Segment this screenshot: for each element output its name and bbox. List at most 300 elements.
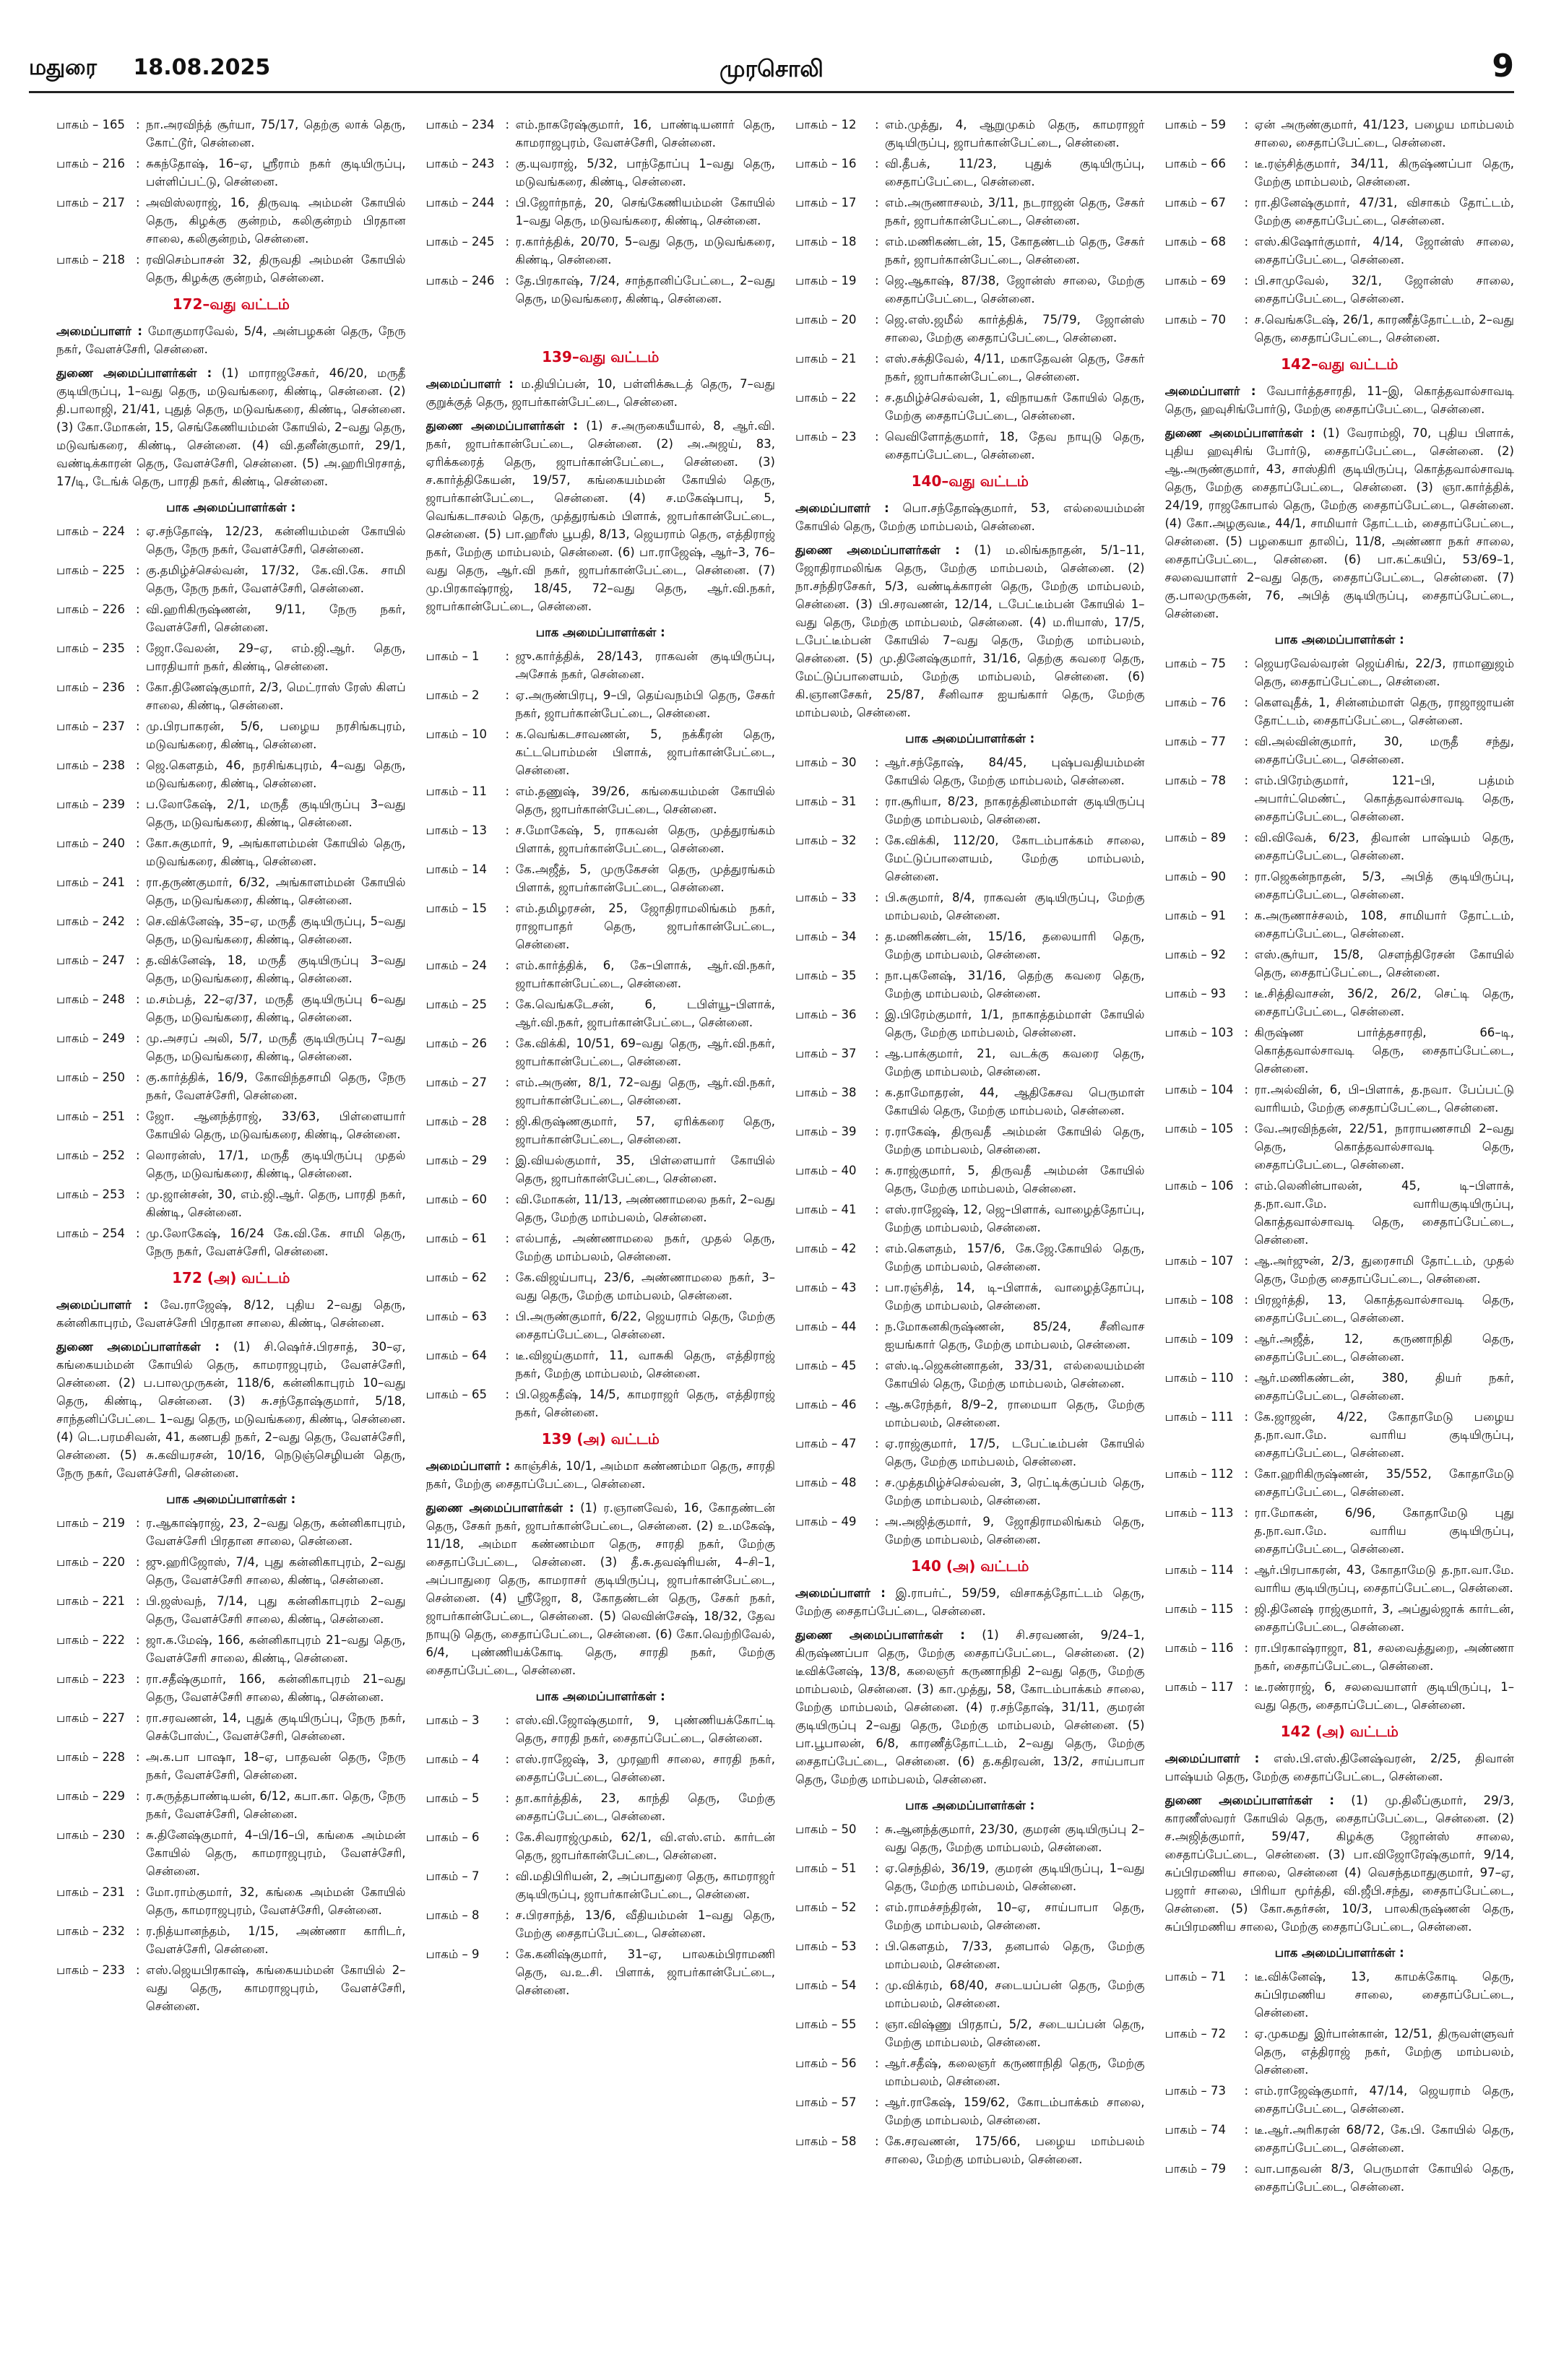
separator-colon: : — [1244, 1254, 1249, 1268]
polling-part-entry — [795, 233, 1145, 269]
part-number: பாகம் – 220 — [56, 1555, 125, 1569]
polling-part-entry — [1165, 1504, 1515, 1558]
part-number: பாகம் – 55 — [795, 2017, 857, 2031]
role-details: (1) சி.சரவணன், 9/24–1, கிருஷ்ணப்பா தெரு, மேற்கு சைதாப்பேட்டை, சென்னை. (2) டீவிக்னேஷ், 13/8, கலைஞர் கருணாநிதி 2–வது தெரு, மேற்கு மாம்பலம், சென்னை. (3) கா.முத்து, 58, கோடம்பாக்கம் சாலை, மேற்கு மாம்பலம், சென்னை. (4) ர.சந்தோஷ், 31/11, குமரன் குடியிருப்பு 2–வது தெரு, மேற்கு மாம்பலம், சென்னை. (5) பா.பூபாலன், 6/8, காரணீத்தோட்டம், 2–வது தெரு, மேற்கு சைதாப்பேட்டை, சென்னை. (6) த.கதிரவன், 13/2, சாய்பாபா தெரு, மேற்கு மாம்பலம், சென்னை. — [795, 1628, 1145, 1786]
part-number: பாகம் – 116 — [1164, 1641, 1234, 1655]
part-number: பாகம் – 37 — [795, 1047, 857, 1060]
separator-colon: : — [1244, 1179, 1249, 1193]
member-details: வி.விவேக், 6/23, திவான் பாஷ்யம் தெரு, சைதாப்பேட்டை, சென்னை. — [1254, 831, 1514, 862]
ward-heading: 140–வது வட்டம் — [911, 472, 1029, 490]
member-details: பி.கௌதம், 7/33, தனபால் தெரு, மேற்கு மாம்பலம், சென்னை. — [885, 1939, 1145, 1971]
polling-part-entry — [795, 1976, 1145, 2012]
polling-part-entry — [795, 831, 1145, 886]
member-details: தா.கார்த்திக், 23, காந்தி தெரு, மேற்கு சைதாப்பேட்டை, சென்னை. — [515, 1791, 775, 1823]
polling-part-entry — [1165, 732, 1515, 769]
polling-part-entry — [56, 873, 406, 909]
polling-part-entry — [426, 1034, 776, 1070]
separator-colon: : — [875, 969, 879, 982]
part-number: பாகம் – 46 — [795, 1398, 857, 1411]
separator-colon: : — [505, 1349, 510, 1362]
separator-colon: : — [136, 1031, 140, 1045]
member-details: ரா.சூரியா, 8/23, நாகரத்தினம்மாள் குடியிருப்பு மேற்கு மாம்பலம், சென்னை. — [885, 795, 1145, 826]
polling-part-entry — [1165, 1291, 1515, 1327]
separator-colon: : — [1244, 196, 1249, 209]
part-number: பாகம் – 42 — [795, 1242, 857, 1255]
member-details: கு.தமிழ்ச்செல்வன், 17/32, கே.வி.கே. சாமி தெரு, நேரு நகர், வேளச்சேரி, சென்னை. — [146, 563, 406, 595]
role-details: பொ.சந்தோஷ்குமார், 53, எல்லையம்மன் கோயில் தெரு, மேற்கு மாம்பலம், சென்னை. — [795, 501, 1145, 533]
separator-colon: : — [875, 2017, 879, 2031]
separator-colon: : — [505, 1037, 510, 1050]
separator-colon: : — [505, 1154, 510, 1167]
polling-part-entry — [426, 1945, 776, 1999]
member-details: கே.அஜீத், 5, முருகேசன் தெரு, முத்துரங்கம் பிளாக், ஜாபர்கான்பேட்டை, சென்னை. — [515, 862, 775, 894]
member-details: பி.சாமுவேல், 32/1, ஜோன்ஸ் சாலை, சைதாப்பேட்டை, சென்னை. — [1254, 274, 1514, 306]
polling-part-entry — [795, 1356, 1145, 1393]
separator-colon: : — [1244, 1371, 1249, 1385]
member-details: வி.மோகன், 11/13, அண்ணாமலை நகர், 2–வது தெரு, மேற்கு மாம்பலம், சென்னை. — [515, 1193, 775, 1224]
polling-part-entry — [56, 600, 406, 636]
polling-part-entry — [426, 956, 776, 992]
member-details: சு.ராஜ்குமார், 5, திருவதீ அம்மன் கோயில் தெரு, மேற்கு மாம்பலம், சென்னை. — [885, 1164, 1145, 1195]
member-details: அ.க.பா பாஷா, 18–ஏ, பாதவன் தெரு, நேரு நகர், வேளச்சேரி, சென்னை. — [146, 1750, 406, 1782]
separator-colon: : — [136, 953, 140, 967]
part-number: பாகம் – 219 — [56, 1516, 125, 1530]
polling-part-entry — [795, 1898, 1145, 1934]
separator-colon: : — [505, 1752, 510, 1766]
polling-part-entry — [795, 1161, 1145, 1198]
polling-part-entry — [795, 2132, 1145, 2168]
part-number: பாகம் – 47 — [795, 1437, 857, 1450]
part-number: பாகம் – 112 — [1164, 1467, 1234, 1481]
part-number: பாகம் – 24 — [425, 959, 487, 972]
part-number: பாகம் – 78 — [1164, 774, 1226, 787]
part-number: பாகம் – 91 — [1164, 909, 1226, 922]
member-details: சு.ஆனந்த்குமார், 23/30, குமரன் குடியிருப்பு 2–வது தெரு, மேற்கு மாம்பலம், சென்னை. — [885, 1822, 1145, 1854]
part-number: பாகம் – 216 — [56, 157, 125, 170]
member-details: பி.ஜெகதீஷ், 14/5, காமராஜர் தெரு, எத்திராஜ் நகர், சென்னை. — [515, 1388, 775, 1419]
separator-colon: : — [136, 157, 140, 170]
section-subheading: பாக அமைப்பாளர்கள் : — [1274, 633, 1404, 646]
member-details: கோ.ஹரிகிருஷ்ணன், 35/552, கோதாமேடு சைதாப்பேட்டை, சென்னை. — [1254, 1467, 1514, 1499]
polling-part-entry — [56, 522, 406, 558]
member-details: கு.யுவராஜ், 5/32, பாந்தோப்பு 1–வது தெரு, மடுவங்கரை, கிண்டி, சென்னை. — [515, 157, 775, 189]
part-number: பாகம் – 9 — [425, 1947, 480, 1961]
separator-colon: : — [875, 930, 879, 943]
member-details: எம்.தணுஷ், 39/26, கங்கையம்மன் கோயில் தெரு, ஜாபர்கான்பேட்டை, சென்னை. — [515, 784, 775, 816]
part-number: பாகம் – 45 — [795, 1359, 857, 1372]
part-number: பாகம் – 232 — [56, 1924, 125, 1938]
member-details: ந.மோகனகிருஷ்ணன், 85/24, சீனிவாச ஐயங்கார் தெரு, மேற்கு மாம்பலம், சென்னை. — [885, 1320, 1145, 1351]
part-number: பாகம் – 31 — [795, 795, 857, 808]
part-number: பாகம் – 57 — [795, 2095, 857, 2109]
member-details: ஆர்.சந்தோஷ், 84/45, புஷ்பவதியம்மன் கோயில் தெரு, மேற்கு மாம்பலம், சென்னை. — [885, 756, 1145, 787]
member-details: பா.ரஞ்சித், 14, டி–பிளாக், வாழைத்தோப்பு, மேற்கு மாம்பலம், சென்னை. — [885, 1281, 1145, 1312]
office-bearer-paragraph — [426, 375, 776, 411]
polling-part-entry — [1165, 906, 1515, 943]
polling-part-entry — [795, 1200, 1145, 1237]
separator-colon: : — [136, 992, 140, 1006]
part-number: பாகம் – 34 — [795, 930, 857, 943]
part-number: பாகம் – 44 — [795, 1320, 857, 1333]
member-details: ரா.ஜெகன்நாதன், 5/3, அபித் குடியிருப்பு, சைதாப்பேட்டை, சென்னை. — [1254, 870, 1514, 901]
member-details: எம்.ராஜேஷ்குமார், 47/14, ஜெயராம் தெரு, சைதாப்பேட்டை, சென்னை. — [1254, 2084, 1514, 2116]
member-details: லொரன்ஸ், 17/1, மருதீ குடியிருப்பு முதல் தெரு, மடுவங்கரை, கிண்டி, சென்னை. — [146, 1148, 406, 1180]
polling-part-entry — [56, 1029, 406, 1065]
separator-colon: : — [505, 1908, 510, 1922]
part-number: பாகம் – 58 — [795, 2134, 857, 2148]
separator-colon: : — [1244, 1467, 1249, 1481]
role-details: (1) சி.ஷெர்ச்.பிரசாத், 30–ஏ, கங்கையம்மன் கோயில் தெரு, காமராஜபுரம், வேளச்சேரி, சென்னை. (2) ப.பாலமுருகன், 118/6, கன்னிகாபுரம் 10–வது தெரு, கிண்டி, சென்னை. (3) சு.சந்தோஷ்குமார், 5/18, சாந்தனிப்பேட்டை 1–வது தெரு, மடுவங்கரை, கிண்டி, சென்னை. (4) டெ.பரமசிவன், 41, கணபதி நகர், 2–வது தெரு, வேளச்சேரி, சென்னை. (5) சு.கவியரசன், 10/16, நெடுஞ்செழியன் தெரு, நேரு நகர், வேளச்சேரி, சென்னை. — [56, 1340, 406, 1480]
polling-part-entry — [795, 1937, 1145, 1973]
separator-colon: : — [875, 1320, 879, 1333]
separator-colon: : — [1244, 2123, 1249, 2137]
polling-part-entry — [1165, 1408, 1515, 1462]
member-details: ரா.சதீஷ்குமார், 166, கன்னிகாபுரம் 21–வது தெரு, வேளச்சேரி சாலை, கிண்டி, சென்னை. — [146, 1672, 406, 1704]
polling-part-entry — [426, 1828, 776, 1864]
role-label: துணை அமைப்பாளர்கள் : — [795, 1628, 965, 1642]
part-number: பாகம் – 105 — [1164, 1122, 1234, 1135]
separator-colon: : — [505, 1076, 510, 1089]
polling-part-entry — [56, 1787, 406, 1823]
part-number: பாகம் – 111 — [1164, 1410, 1234, 1424]
separator-colon: : — [505, 1271, 510, 1284]
member-details: ஜா.க.மேஷ், 166, கன்னிகாபுரம் 21–வது தெரு, வேளச்சேரி சாலை, கிண்டி, சென்னை. — [146, 1633, 406, 1665]
member-details: எம்.லெனின்பாலன், 45, டி–பிளாக், த.நா.வா.மே. வாரியகுடியிருப்பு, கொத்தவால்சாவடி தெரு, சைதாப்பேட்டை, சென்னை. — [1254, 1179, 1514, 1247]
member-details: எஸ்.சக்திவேல், 4/11, மகாதேவன் தெரு, சேகர் நகர், ஜாபர்கான்பேட்டை, சென்னை. — [885, 352, 1145, 384]
member-details: இ.வியல்குமார், 35, பிள்ளையார் கோயில் தெரு, ஜாபர்கான்பேட்டை, சென்னை. — [515, 1154, 775, 1185]
part-number: பாகம் – 69 — [1164, 274, 1226, 287]
separator-colon: : — [136, 563, 140, 577]
separator-colon: : — [875, 1978, 879, 1992]
polling-part-entry — [1165, 2160, 1515, 2196]
separator-colon: : — [136, 1924, 140, 1938]
part-number: பாகம் – 32 — [795, 834, 857, 847]
part-number: பாகம் – 33 — [795, 891, 857, 904]
polling-part-entry — [56, 1068, 406, 1104]
part-number: பாகம் – 228 — [56, 1750, 125, 1764]
separator-colon: : — [1244, 2027, 1249, 2041]
part-number: பாகம் – 79 — [1164, 2162, 1226, 2176]
part-number: பாகம் – 250 — [56, 1070, 125, 1084]
polling-part-entry — [426, 647, 776, 683]
member-details: ச.மோகேஷ், 5, ராகவன் தெரு, முத்துரங்கம் பிளாக், ஜாபர்கான்பேட்டை, சென்னை. — [515, 823, 775, 855]
part-number: பாகம் – 241 — [56, 875, 125, 889]
role-label: அமைப்பாளர் : — [56, 1298, 149, 1312]
part-number: பாகம் – 114 — [1164, 1563, 1234, 1577]
section-subheading: பாக அமைப்பாளர்கள் : — [535, 1689, 665, 1703]
polling-part-entry — [426, 194, 776, 230]
member-details: மு.பிரபாகரன், 5/6, பழைய நரசிங்கபுரம், மடுவங்கரை, கிண்டி, சென்னை. — [146, 719, 406, 751]
part-number: பாகம் – 23 — [795, 430, 857, 443]
part-number: பாகம் – 227 — [56, 1711, 125, 1725]
separator-colon: : — [136, 836, 140, 850]
separator-colon: : — [136, 1594, 140, 1608]
member-details: பி.ஜோர்நாத், 20, செங்கேணியம்மன் கோயில் 1–வது தெரு, மடுவங்கரை, கிண்டி, சென்னை. — [515, 196, 775, 228]
polling-part-entry — [1165, 1968, 1515, 2022]
role-label: துணை அமைப்பாளர்கள் : — [425, 1501, 574, 1515]
polling-part-entry — [795, 350, 1145, 386]
separator-colon: : — [505, 1947, 510, 1961]
polling-part-entry — [795, 1820, 1145, 1856]
member-details: ச.வெங்கடேஷ், 26/1, காரணீத்தோட்டம், 2–வது தெரு, சைதாப்பேட்டை, சென்னை. — [1254, 313, 1514, 345]
member-details: எம்.கௌதம், 157/6, கே.ஜே.கோயில் தெரு, மேற்கு மாம்பலம், சென்னை. — [885, 1242, 1145, 1273]
polling-part-entry — [795, 1435, 1145, 1471]
part-number: பாகம் – 8 — [425, 1908, 480, 1922]
separator-colon: : — [136, 1789, 140, 1803]
role-label: அமைப்பாளர் : — [425, 1459, 511, 1473]
page-number: 9 — [1492, 48, 1514, 85]
separator-colon: : — [505, 196, 510, 209]
part-number: பாகம் – 14 — [425, 862, 487, 876]
part-number: பாகம் – 39 — [795, 1125, 857, 1138]
separator-colon: : — [136, 1516, 140, 1530]
polling-part-entry — [1165, 1120, 1515, 1174]
polling-part-entry — [426, 1789, 776, 1825]
part-number: பாகம் – 92 — [1164, 948, 1226, 961]
polling-part-entry — [795, 1513, 1145, 1549]
member-details: ஆர்.பிரபாகரன், 43, கோதாமேடு த.நா.வா.மே. வாரிய குடியிருப்பு, சைதாப்பேட்டை, சென்னை. — [1254, 1563, 1514, 1595]
polling-part-entry — [56, 912, 406, 948]
separator-colon: : — [1244, 987, 1249, 1000]
member-details: எஸ்.டி.ஜெகன்னாதன், 33/31, எல்லையம்மன் கோயில் தெரு, மேற்கு மாம்பலம், சென்னை. — [885, 1359, 1145, 1390]
member-details: மு.லோகேஷ், 16/24 கே.வி.கே. சாமி தெரு, நேரு நகர், வேளச்சேரி, சென்னை. — [146, 1226, 406, 1258]
polling-part-entry — [1165, 1252, 1515, 1288]
polling-part-entry — [795, 2054, 1145, 2090]
part-number: பாகம் – 36 — [795, 1008, 857, 1021]
separator-colon: : — [1244, 1506, 1249, 1520]
separator-colon: : — [875, 1861, 879, 1875]
member-details: டீ.ரண்ராஜ், 6, சலவையாளர் குடியிருப்பு, 1–வது தெரு, சைதாப்பேட்டை, சென்னை. — [1254, 1680, 1514, 1712]
section-subheading: பாக அமைப்பாளர்கள் : — [905, 732, 1035, 745]
column-4 — [1165, 116, 1515, 2366]
office-bearer-paragraph — [426, 1499, 776, 1679]
separator-colon: : — [136, 1187, 140, 1201]
separator-colon: : — [136, 1828, 140, 1842]
member-details: ஏன் அருண்குமார், 41/123, பழைய மாம்பலம் சாலை, சைதாப்பேட்டை, சென்னை. — [1254, 118, 1514, 150]
separator-colon: : — [136, 1633, 140, 1647]
part-number: பாகம் – 17 — [795, 196, 857, 209]
role-label: அமைப்பாளர் : — [56, 324, 142, 338]
polling-part-entry — [426, 1190, 776, 1226]
section-subheading: பாக அமைப்பாளர்கள் : — [905, 1799, 1035, 1812]
polling-part-entry — [56, 1146, 406, 1182]
polling-part-entry — [1165, 2082, 1515, 2118]
part-number: பாகம் – 2 — [425, 688, 480, 702]
member-details: செ.விக்னேஷ், 35–ஏ, மருதீ குடியிருப்பு, 5–வது தெரு, மடுவங்கரை, கிண்டி, சென்னை. — [146, 914, 406, 946]
polling-part-entry — [56, 795, 406, 831]
polling-part-entry — [426, 1385, 776, 1421]
ward-heading: 139–வது வட்டம் — [542, 348, 660, 365]
separator-colon: : — [1244, 2162, 1249, 2176]
polling-part-entry — [1165, 2121, 1515, 2157]
separator-colon: : — [505, 998, 510, 1011]
member-details: கிருஷ்ண பார்த்தசாரதி, 66–டி, கொத்தவால்சாவடி தெரு, சைதாப்பேட்டை, சென்னை. — [1254, 1026, 1514, 1076]
polling-part-entry — [426, 1750, 776, 1786]
polling-part-entry — [1165, 1561, 1515, 1597]
role-label: துணை அமைப்பாளர்கள் : — [425, 419, 578, 433]
separator-colon: : — [1244, 657, 1249, 670]
separator-colon: : — [875, 756, 879, 769]
column-2 — [426, 116, 776, 2366]
polling-part-entry — [426, 1268, 776, 1304]
member-details: எம்.முத்து, 4, ஆறுமுகம் தெரு, காமராஜர் குடியிருப்பு, ஜாபர்கான்பேட்டை, சென்னை. — [885, 118, 1145, 150]
member-details: ஜெ.கௌதம், 46, நரசிங்கபுரம், 4–வது தெரு, மடுவங்கரை, கிண்டி, சென்னை. — [146, 758, 406, 790]
role-details: (1) ர.ஞானவேல், 16, கோதண்டன் தெரு, சேகர் நகர், ஜாபர்கான்பேட்டை, சென்னை. (2) உ.மகேஷ், 11/18, அம்மா கண்ணம்மா தெரு, சாரதி நகர், மேற்கு சைதாப்பேட்டை, சென்னை. (3) தீ.சு.தவஷ்ரியன், 4–சி–1, அப்பாதுரை தெரு, காமராசர் குடியிருப்பு, ஜாபர்கான்பேட்டை, சென்னை. (4) ஸ்ரீஜோ, 8, கோதண்டன் தெரு, சேகர் நகர், ஜாபர்கான்பேட்டை, சென்னை. (5) லெவின்சேஷ், 18/32, தேவ நாயுடு தெரு, சைதாப்பேட்டை, சென்னை. (6) கோ.வெற்றிவேல், 6/4, புண்ணியக்கோடி தெரு, சாரதி நகர், மேற்கு சைதாப்பேட்டை, சென்னை. — [425, 1501, 775, 1677]
part-number: பாகம் – 52 — [795, 1900, 857, 1914]
role-label: துணை அமைப்பாளர்கள் : — [56, 366, 212, 380]
member-details: ரா.அல்வின், 6, பி–பிளாக், த.நவா. பேப்பட்டு வாரியம், மேற்கு சைதாப்பேட்டை, சென்னை. — [1254, 1083, 1514, 1115]
role-details: (1) மு.திலீப்குமார், 29/3, காரணீஸ்வரர் கோயில் தெரு, சைதாப்பேட்டை, சென்னை. (2) ச.அஜித்குமார், 59/47, கிழக்கு ஜோன்ஸ் சாலை, சைதாப்பேட்டை, சென்னை. (3) பா.விஜோரேஷ்குமார், 9/14, சுப்பிரமணிய சாலை, சென்னை (4) வெசந்தமாதுகுமார், 97–ஏ, பஜார் சாலை, பிரியா மூர்த்தி, வி.ஜீபி.சந்து, சைதாப்பேட்டை, சென்னை. (5) கோ.சுதர்சன், 10/3, பாலகிருஷ்ணன் தெரு, சுப்பிரமணிய சாலை, மேற்கு சைதாப்பேட்டை, சென்னை. — [1164, 1793, 1514, 1934]
member-details: எம்.மணிகண்டன், 15, கோதண்டம் தெரு, சேகர் நகர், ஜாபர்கான்பேட்டை, சென்னை. — [885, 235, 1145, 267]
member-details: கே.விஜய்பாபு, 23/6, அண்ணாமலை நகர், 3–வது தெரு, மேற்கு மாம்பலம், சென்னை. — [515, 1271, 775, 1302]
polling-part-entry — [795, 1278, 1145, 1315]
part-number: பாகம் – 38 — [795, 1086, 857, 1099]
separator-colon: : — [505, 1869, 510, 1883]
part-number: பாகம் – 222 — [56, 1633, 125, 1647]
member-details: எம்.நாகரேஷ்குமார், 16, பாண்டியனார் தெரு, காமராஜபுரம், வேளச்சேரி, சென்னை. — [515, 118, 775, 150]
member-details: ஆ.பாக்குமார், 21, வடக்கு கவரை தெரு, மேற்கு மாம்பலம், சென்னை. — [885, 1047, 1145, 1078]
polling-part-entry — [56, 1107, 406, 1143]
role-label: அமைப்பாளர் : — [1164, 384, 1256, 398]
member-details: ர.சுருத்தபாண்டியன், 6/12, கபா.கா. தெரு, நேரு நகர், வேளச்சேரி, சென்னை. — [146, 1789, 406, 1821]
member-details: ஆர்.மணிகண்டன், 380, தியர் நகர், சைதாப்பேட்டை, சென்னை. — [1254, 1371, 1514, 1403]
part-number: பாகம் – 106 — [1164, 1179, 1234, 1193]
member-details: வி.தீபக், 11/23, புதுக் குடியிருப்பு, சைதாப்பேட்டை, சென்னை. — [885, 157, 1145, 189]
member-details: வி.அல்வின்குமார், 30, மருதீ சந்து, சைதாப்பேட்டை, சென்னை. — [1254, 735, 1514, 766]
separator-colon: : — [875, 2056, 879, 2070]
part-number: பாகம் – 240 — [56, 836, 125, 850]
member-details: சு.தினேஷ்குமார், 4–பி/16–பி, கங்கை அம்மன் கோயில் தெரு, காமராஜபுரம், வேளச்சேரி, சென்னை. — [146, 1828, 406, 1878]
separator-colon: : — [875, 1822, 879, 1836]
member-details: மு.அசரப் அலி, 5/7, மருதீ குடியிருப்பு 7–வது தெரு, மடுவங்கரை, கிண்டி, சென்னை. — [146, 1031, 406, 1063]
polling-part-entry — [426, 1229, 776, 1265]
separator-colon: : — [505, 727, 510, 741]
polling-part-entry — [426, 155, 776, 191]
separator-colon: : — [875, 1242, 879, 1255]
part-number: பாகம் – 229 — [56, 1789, 125, 1803]
member-details: கே.சிவராஜ்முகம், 62/1, வி.எஸ்.எம். கார்டன் தெரு, ஜாபர்கான்பேட்டை, சென்னை. — [515, 1830, 775, 1862]
polling-part-entry — [795, 1317, 1145, 1354]
part-number: பாகம் – 3 — [425, 1713, 480, 1727]
part-number: பாகம் – 231 — [56, 1885, 125, 1899]
member-details: எஸ்.ராஜேஷ், 12, ஜெ–பிளாக், வாழைத்தோப்பு, மேற்கு மாம்பலம், சென்னை. — [885, 1203, 1145, 1234]
separator-colon: : — [505, 1713, 510, 1727]
member-details: எம்.அருணாசலம், 3/11, நடராஜன் தெரு, சேகர் நகர், ஜாபர்கான்பேட்டை, சென்னை. — [885, 196, 1145, 228]
part-number: பாகம் – 48 — [795, 1476, 857, 1489]
part-number: பாகம் – 51 — [795, 1861, 857, 1875]
role-label: துணை அமைப்பாளர்கள் : — [56, 1340, 220, 1354]
part-number: பாகம் – 107 — [1164, 1254, 1234, 1268]
polling-part-entry — [56, 1553, 406, 1589]
part-number: பாகம் – 1 — [425, 649, 480, 663]
separator-colon: : — [505, 274, 510, 287]
section-subheading: பாக அமைப்பாளர்கள் : — [166, 501, 296, 514]
member-details: ஜு.ஹரிஜோஸ், 7/4, புது கன்னிகாபுரம், 2–வது தெரு, வேளச்சேரி சாலை, கிண்டி, சென்னை. — [146, 1555, 406, 1587]
office-bearer-paragraph — [1165, 382, 1515, 418]
role-details: (1) மாராஜசேகர், 46/20, மருதீ குடியிருப்பு, 1–வது தெரு, மடுவங்கரை, கிண்டி, சென்னை. (2) தி.பாலாஜி, 21/41, புதுத் தெரு, மடுவங்கரை, கிண்டி, சென்னை. (3) கோ.மோகன், 15, செங்கேணியம்மன் கோயில், 2–வது தெரு, மடுவங்கரை, கிண்டி, சென்னை. (4) வி.தனீன்குமார், 29/1, வண்டிக்காரன் தெரு, வேளச்சேரி, சென்னை. (5) அ.ஹரிபிரசாத், 17/டி, டேங்க் தெரு, பாரதி நகர், கிண்டி, சென்னை. — [56, 366, 406, 488]
polling-part-entry — [56, 990, 406, 1026]
polling-part-entry — [56, 756, 406, 792]
member-details: ம.சம்பத், 22–ஏ/37, மருதீ குடியிருப்பு 6–வது தெரு, மடுவங்கரை, கிண்டி, சென்னை. — [146, 992, 406, 1024]
polling-part-entry — [1165, 1369, 1515, 1405]
member-details: எஸ்.ஜெயபிரகாஷ், கங்கையம்மன் கோயில் 2–வது தெரு, காமராஜபுரம், வேளச்சேரி, சென்னை. — [146, 1963, 406, 2013]
separator-colon: : — [136, 641, 140, 655]
separator-colon: : — [136, 914, 140, 928]
separator-colon: : — [505, 1830, 510, 1844]
member-details: டீ.ரஞ்சித்குமார், 34/11, கிருஷ்ணப்பா தெரு, மேற்கு மாம்பலம், சென்னை. — [1254, 157, 1514, 189]
separator-colon: : — [1244, 1680, 1249, 1694]
member-details: டீ.ஆர்.அரிகரன் 68/72, கே.பி. கோயில் தெரு, சைதாப்பேட்டை, சென்னை. — [1254, 2123, 1514, 2155]
part-number: பாகம் – 109 — [1164, 1332, 1234, 1346]
role-label: துணை அமைப்பாளர்கள் : — [1164, 426, 1315, 440]
article-columns — [56, 116, 1514, 2366]
separator-colon: : — [505, 688, 510, 702]
separator-colon: : — [505, 823, 510, 837]
polling-part-entry — [1165, 311, 1515, 347]
part-number: பாகம் – 25 — [425, 998, 487, 1011]
part-number: பாகம் – 53 — [795, 1939, 857, 1953]
polling-part-entry — [426, 1307, 776, 1343]
separator-colon: : — [505, 784, 510, 798]
member-details: கே.கனிஷ்குமார், 31–ஏ, பாலகம்பிராமணி தெரு, வ.உ.சி. பிளாக், ஜாபர்கான்பேட்டை, சென்னை. — [515, 1947, 775, 1997]
office-bearer-paragraph — [1165, 424, 1515, 623]
separator-colon: : — [136, 1109, 140, 1123]
office-bearer-paragraph — [795, 499, 1145, 535]
role-details: ம.தியிப்பன், 10, பள்ளிக்கூடத் தெரு, 7–வது குறுக்குத் தெரு, ஜாபர்கான்பேட்டை, சென்னை. — [425, 377, 775, 409]
masthead — [29, 48, 1514, 93]
polling-part-entry — [426, 233, 776, 269]
separator-colon: : — [875, 834, 879, 847]
part-number: பாகம் – 252 — [56, 1148, 125, 1162]
ward-heading: 139 (அ) வட்டம் — [541, 1430, 660, 1448]
member-details: ஜோ.வேலன், 29–ஏ, எம்.ஜி.ஆர். தெரு, பாரதியார் நகர், கிண்டி, சென்னை. — [146, 641, 406, 673]
separator-colon: : — [875, 235, 879, 248]
member-details: ரவிசெம்பாசன் 32, திருவதி அம்மன் கோயில் தெரு, கிழக்கு குன்றம், சென்னை. — [146, 253, 406, 285]
member-details: எம்.ராமச்சந்திரன், 10–ஏ, சாய்பாபா தெரு, மேற்கு மாம்பலம், சென்னை. — [885, 1900, 1145, 1932]
polling-part-entry — [1165, 1081, 1515, 1117]
member-details: வெவிளோத்குமார், 18, தேவ நாயுடு தெரு, சைதாப்பேட்டை, சென்னை. — [885, 430, 1145, 462]
member-details: பிரஜர்த்தி, 13, கொத்தவால்சாவடி தெரு, சைதாப்பேட்டை, சென்னை. — [1254, 1293, 1514, 1325]
part-number: பாகம் – 73 — [1164, 2084, 1226, 2098]
separator-colon: : — [1244, 774, 1249, 787]
part-number: பாகம் – 115 — [1164, 1602, 1234, 1616]
part-number: பாகம் – 253 — [56, 1187, 125, 1201]
member-details: எம்.அருண், 8/1, 72–வது தெரு, ஆர்.வி.நகர், ஜாபர்கான்பேட்டை, சென்னை. — [515, 1076, 775, 1107]
polling-part-entry — [426, 1867, 776, 1903]
part-number: பாகம் – 43 — [795, 1281, 857, 1294]
separator-colon: : — [136, 875, 140, 889]
part-number: பாகம் – 15 — [425, 901, 487, 915]
polling-part-entry — [426, 116, 776, 152]
polling-part-entry — [56, 639, 406, 675]
polling-part-entry — [1165, 1465, 1515, 1501]
polling-part-entry — [56, 1883, 406, 1919]
part-number: பாகம் – 64 — [425, 1349, 487, 1362]
polling-part-entry — [795, 389, 1145, 425]
member-details: கே.விக்கி, 10/51, 69–வது தெரு, ஆர்.வி.நகர், ஜாபர்கான்பேட்டை, சென்னை. — [515, 1037, 775, 1068]
separator-colon: : — [875, 891, 879, 904]
polling-part-entry — [795, 753, 1145, 789]
part-number: பாகம் – 238 — [56, 758, 125, 772]
separator-colon: : — [875, 1900, 879, 1914]
part-number: பாகம் – 30 — [795, 756, 857, 769]
polling-part-entry — [795, 966, 1145, 1003]
separator-colon: : — [875, 157, 879, 170]
part-number: பாகம் – 59 — [1164, 118, 1226, 131]
member-details: எஸ்.சூர்யா, 15/8, சௌந்திரேசன் கோயில் தெரு, சைதாப்பேட்டை, சென்னை. — [1254, 948, 1514, 979]
polling-part-entry — [1165, 1024, 1515, 1078]
separator-colon: : — [875, 1359, 879, 1372]
